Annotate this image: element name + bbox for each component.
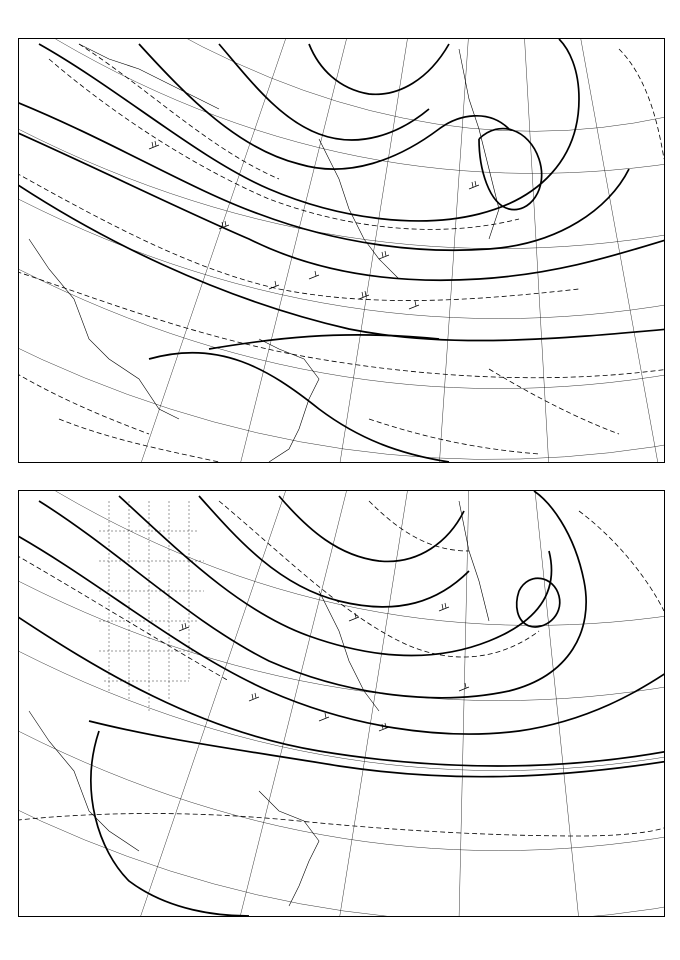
height-contours bbox=[19, 39, 664, 462]
coastlines bbox=[29, 44, 499, 462]
isotherm-contours bbox=[19, 501, 664, 836]
hatched-region bbox=[99, 501, 204, 711]
product-code bbox=[22, 935, 62, 953]
chart-300hpa bbox=[18, 38, 665, 463]
latlon-grid bbox=[19, 39, 664, 462]
map-300hpa bbox=[19, 39, 664, 462]
isotach-contours bbox=[19, 44, 664, 462]
map-500hpa bbox=[19, 491, 664, 916]
wind-barbs bbox=[149, 141, 479, 309]
chart-500hpa bbox=[18, 490, 665, 917]
